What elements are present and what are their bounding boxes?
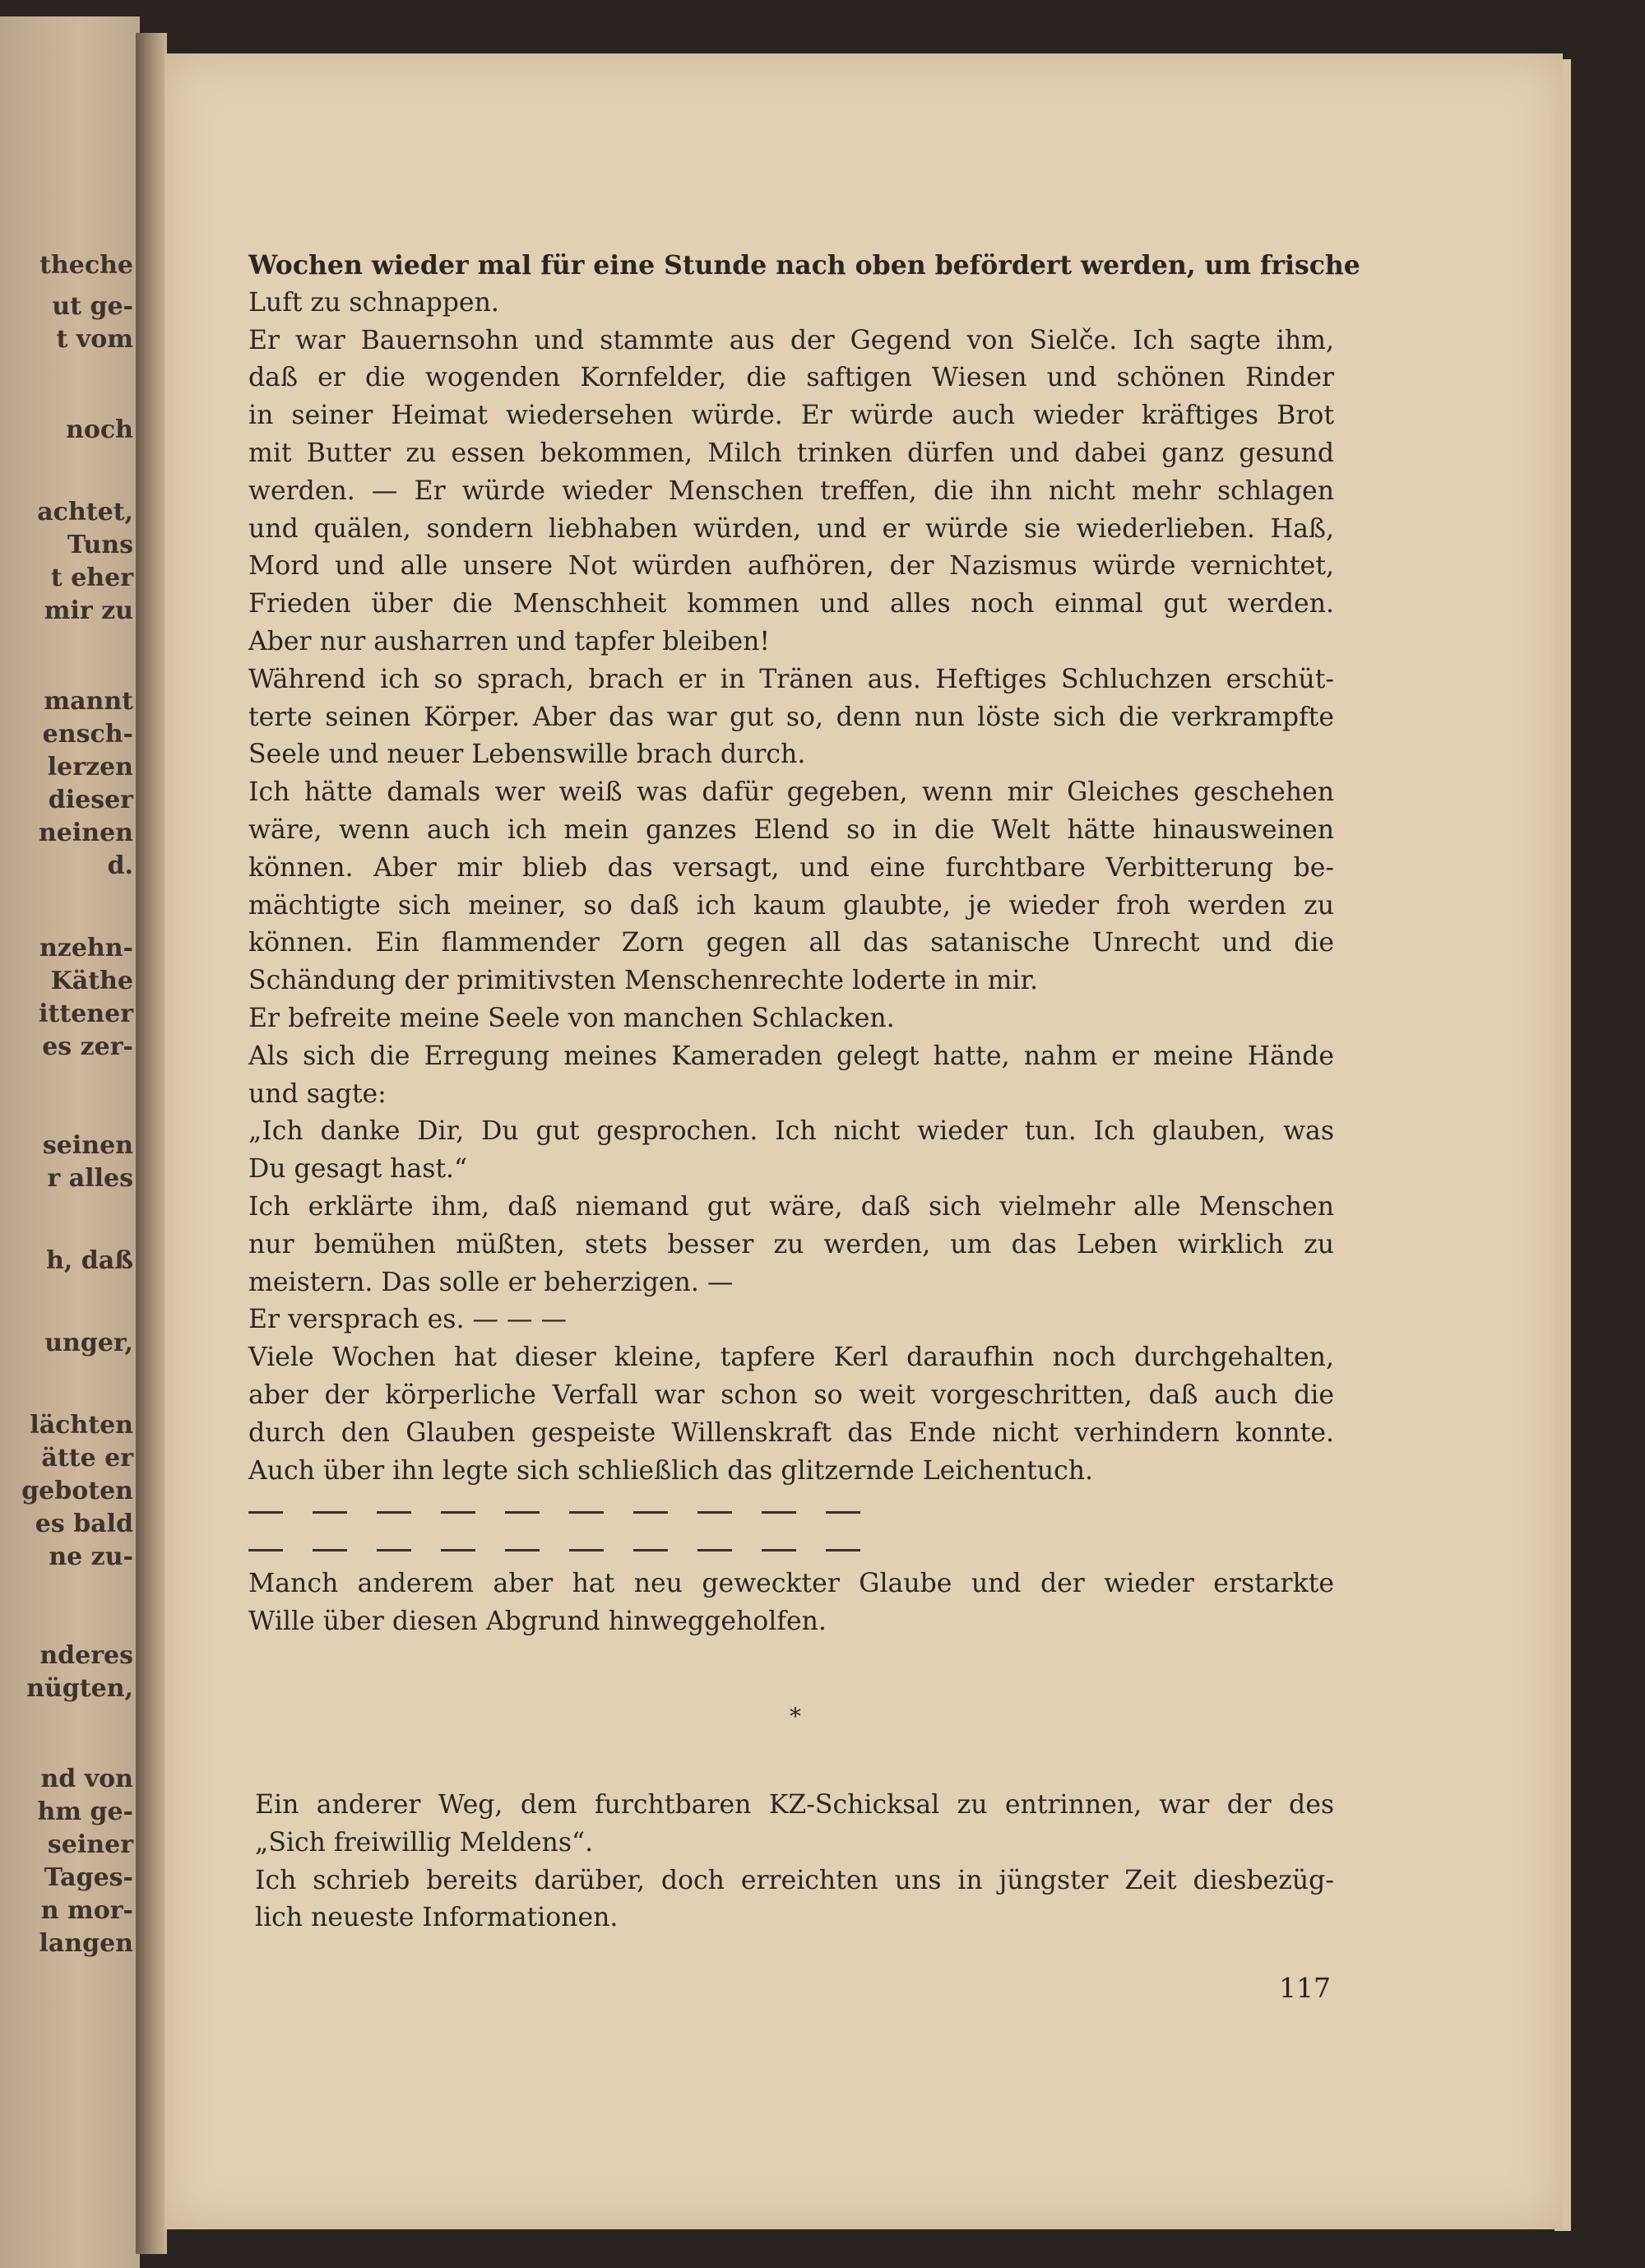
text-line: Seele und neuer Lebenswille brach durch. [248,740,806,770]
left-page-fragment: langen [39,1929,133,1958]
left-page-fragment: ne zu- [49,1542,133,1571]
left-page-fragment: es bald [35,1510,133,1538]
left-page-fragment: h, daß [46,1246,133,1275]
text-line: terte seinen Körper. Aber das war gut so, denn nun löste sich die verkrampfte [248,702,1334,732]
dash [762,1511,796,1514]
text-line: Aber nur ausharren und tapfer bleiben! [248,626,771,656]
dash [248,1549,283,1551]
dash-rule [248,1490,1334,1528]
text-line: Er versprach es. — — — [248,1305,568,1335]
left-page-fragment: seinen [42,1131,133,1160]
left-page-fragment: d. [107,851,133,880]
text-line: Als sich die Erregung meines Kameraden gelegt hatte, nahm er meine Hände [248,1041,1334,1071]
left-page-fragment: Tages- [44,1863,133,1892]
dash [377,1549,411,1551]
text-line: nur bemühen müßten, stets besser zu werden, um das Leben wirklich zu [248,1229,1334,1259]
text-line: Frieden über die Menschheit kommen und alles noch einmal gut werden. [248,589,1334,619]
text-line: werden. — Er würde wieder Menschen treffen, die ihn nicht mehr schlagen [248,475,1334,506]
section-mark: * [790,1703,801,1730]
dash [697,1549,732,1551]
left-page-fragment: mannt [44,687,133,716]
text-line: Er befreite meine Seele von manchen Schlacken. [248,1003,895,1033]
left-page-fragment: nd von [40,1765,133,1793]
text-line: daß er die wogenden Kornfelder, die saftigen Wiesen und schönen Rinder [248,363,1334,393]
text-line: Schändung der primitivsten Menschenrechte loderte in mir. [248,966,1039,996]
text-line: mächtigte sich meiner, so daß ich kaum glaubte, je wieder froh werden zu [248,890,1334,921]
text-line: Wochen wieder mal für eine Stunde nach oben befördert werden, um frische [248,250,1360,281]
text-line: Während ich so sprach, brach er in Tränen aus. Heftiges Schluchzen erschüt- [248,664,1334,694]
left-page-fragment: ittener [39,999,133,1028]
text-line: mit Butter zu essen bekommen, Milch trinken dürfen und dabei ganz gesund [248,438,1334,468]
left-page-fragment: Tuns [67,531,133,559]
left-page-fragment: ut ge- [52,292,133,321]
text-line: können. Ein flammender Zorn gegen all das satanische Unrecht und die [248,928,1334,958]
text-line: Luft zu schnappen. [248,287,499,318]
left-page-fragment: lerzen [47,753,133,782]
dash [441,1549,475,1551]
left-page-fragment: nzehn- [39,934,133,962]
text-line: „Ich danke Dir, Du gut gesprochen. Ich nicht wieder tun. Ich glauben, was [248,1116,1334,1147]
dash [826,1511,860,1514]
text-line: Manch anderem aber hat neu geweckter Glaube und der wieder erstarkte [248,1568,1334,1598]
text-line: und quälen, sondern liebhaben würden, und er würde sie wiederlieben. Haß, [248,513,1334,544]
dash [762,1549,796,1551]
left-page-fragment: mir zu [44,596,133,625]
text-line: Du gesagt hast.“ [248,1154,468,1185]
dash [633,1511,668,1514]
text-line: Wille über diesen Abgrund hinweggeholfen. [248,1606,827,1636]
left-page-edge [0,16,140,2268]
left-page-fragment: n mor- [40,1896,133,1925]
dash [313,1511,347,1514]
left-page-fragment: es zer- [42,1032,133,1061]
left-page-fragment: dieser [48,786,133,814]
text-line: können. Aber mir blieb das versagt, und eine furchtbare Verbitterung be- [248,852,1334,883]
text-line: Auch über ihn legte sich schließlich das glitzernde Leichentuch. [248,1455,1094,1486]
left-page-fragment: r alles [47,1164,133,1193]
left-page-fragment: Käthe [50,967,133,995]
text-line: Viele Wochen hat dieser kleine, tapfere Kerl daraufhin noch durchgehalten, [248,1343,1334,1373]
text-line: aber der körperliche Verfall war schon so weit vorgeschritten, daß auch die [248,1380,1334,1410]
dash [377,1511,411,1514]
text-line: wäre, wenn auch ich mein ganzes Elend so in die Welt hätte hinausweinen [248,814,1334,845]
section-text [255,1787,1334,1937]
left-page-fragment: nderes [39,1641,133,1670]
dash [569,1549,604,1551]
dash [313,1549,347,1551]
left-page-fragment: achtet, [37,498,133,526]
text-line: Er war Bauernsohn und stammte aus der Gegend von Sielče. Ich sagte ihm, [248,325,1334,355]
left-page-fragment: ätte er [41,1444,133,1473]
dash [505,1511,540,1514]
left-page-fragment: unger, [44,1329,133,1357]
left-page-fragment: t eher [50,564,133,592]
text-line: meistern. Das solle er beherzigen. — [248,1267,734,1297]
left-page-fragment: lächten [30,1411,133,1440]
dash [441,1511,475,1514]
dash [569,1511,604,1514]
left-page-fragment: theche [39,251,133,280]
text-line: Ich erklärte ihm, daß niemand gut wäre, daß sich vielmehr alle Menschen [248,1191,1334,1222]
dash [697,1511,732,1514]
left-page-fragment: nügten, [26,1674,133,1703]
text-line: und sagte: [248,1078,387,1109]
left-page-fragment: seiner [47,1830,133,1859]
dash [505,1549,540,1551]
left-page-fragment: hm ge- [37,1797,133,1826]
dash [826,1549,860,1551]
text-line: durch den Glauben gespeiste Willenskraft das Ende nicht verhindern konnte. [248,1417,1334,1448]
dash [248,1511,283,1514]
text-line: „Sich freiwillig Meldens“. [255,1827,594,1858]
text-line: Mord und alle unsere Not würden aufhören, der Nazismus würde vernichtet, [248,551,1334,582]
book-gutter [136,33,167,2254]
text-line: Ich hätte damals wer weiß was dafür gegeben, wenn mir Gleiches geschehen [248,777,1334,808]
left-page-fragment: geboten [21,1477,133,1505]
left-page-fragment: ensch- [42,720,133,749]
text-line: Ich schrieb bereits darüber, doch erreichten uns in jüngster Zeit diesbezüg- [255,1865,1334,1895]
dash-rule [248,1528,1334,1565]
text-line: Ein anderer Weg, dem furchtbaren KZ-Schicksal zu entrinnen, war der des [255,1790,1334,1820]
text-line: lich neueste Informationen. [255,1903,619,1933]
left-page-fragment: noch [66,415,133,444]
body-text [248,247,1360,1640]
left-page-fragment: neinen [38,819,133,847]
page-number: 117 [1279,1972,1331,2004]
left-page-fragment: t vom [56,325,133,354]
text-line: in seiner Heimat wiedersehen würde. Er würde auch wieder kräftiges Brot [248,401,1334,431]
dash [633,1549,668,1551]
